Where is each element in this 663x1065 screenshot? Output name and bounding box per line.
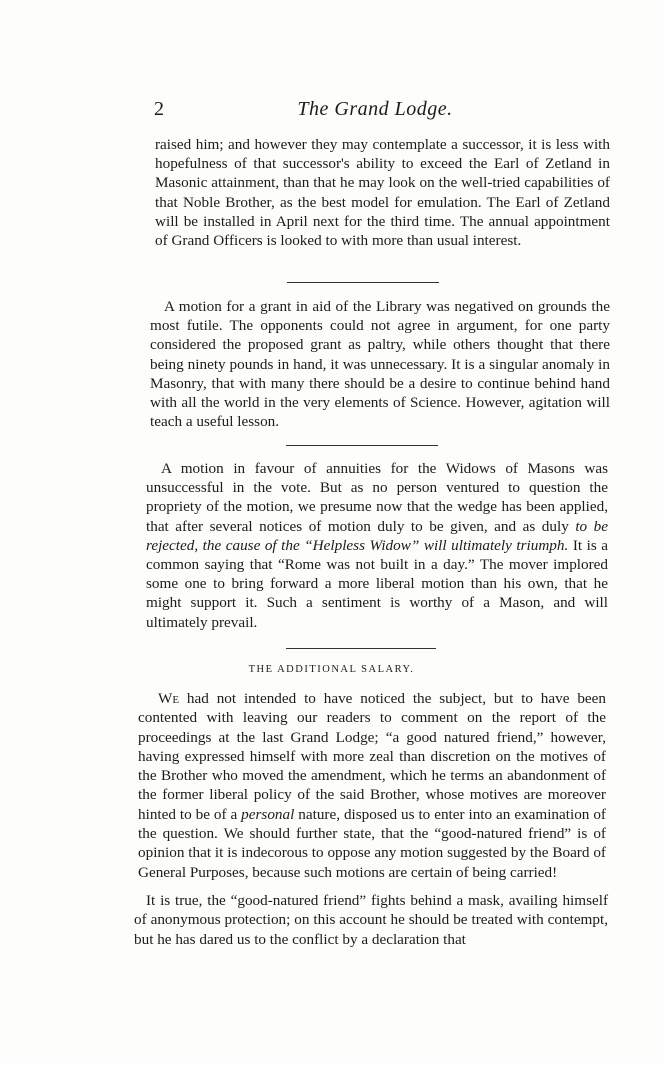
section-divider (286, 648, 436, 649)
paragraph-additional-salary (138, 689, 606, 882)
paragraph-widows-annuities (146, 459, 608, 632)
italic-text: to be rejected, the cause of the “Helpless Widow” will ultimately triumph. (146, 517, 608, 554)
section-heading: THE ADDITIONAL SALARY. (248, 664, 415, 675)
paragraph-text: had not intended to have noticed the subject, but to have been contented with leaving our readers to comment on the report of the proceedings at the last Grand Lodge; “a good natured friend,” however, having expressed himself with more zeal than discretion on the motives of the Brother who moved the amendment, which he terms an abandonment of the former liberal policy of the said Brother, whose motives are moreover hinted to be of a (138, 690, 606, 823)
page-number: 2 (154, 98, 164, 120)
paragraph-text: It is a common saying that “Rome was not built in a day.” The mover implored some one to bring forward a more liberal motion than his own, that he might support it. Such a sentiment is worthy of a Mason, and will ultimately prevail. (146, 536, 609, 631)
paragraph-text: nature, disposed us to enter into an examination of the question. We should further state, that the “good-natured friend” is of opinion that it is indecorous to oppose any motion suggested by the Board of General Purposes, because such motions are certain of being carried! (138, 805, 606, 881)
running-title: The Grand Lodge. (297, 98, 453, 120)
section-divider (286, 445, 438, 446)
section-divider (287, 282, 439, 283)
paragraph-library-grant: A motion for a grant in aid of the Library was negatived on grounds the most futile. The opponents could not agree in argument, for one party considered the proposed grant as paltry, while others thought that there being ninety pounds in hand, it was unnecessary. It is a singular anomaly in Masonry, that with many there should be a desire to continue behind hand with all the world in the very elements of Science. However, agitation will teach a useful lesson. (150, 298, 610, 431)
paragraph-good-natured-friend: It is true, the “good-natured friend” fights behind a mask, availing himself of anonymous protection; on this account he should be treated with contempt, but he has dared us to the conflict by a declaration that (134, 892, 608, 948)
italic-text: personal (241, 805, 295, 823)
page-header (140, 98, 610, 128)
opening-word: We (158, 690, 180, 707)
paragraph-earl-of-zetland: raised him; and however they may contemplate a successor, it is less with hopefulness of that successor's ability to exceed the Earl of Zetland in Masonic attainment, than that he may look on the well-tried capabilities of that Noble Brother, as the best model for emulation. The Earl of Zetland will be installed in April next for the third time. The annual appointment of Grand Officers is looked to with more than usual interest. (155, 136, 610, 250)
paragraph-text: A motion in favour of annuities for the Widows of Masons was unsuccessful in the vote. But as no person ventured to question the propriety of the motion, we presume now that the wedge has been applied, that after several notices of motion duly to be given, and as duly (146, 460, 608, 535)
